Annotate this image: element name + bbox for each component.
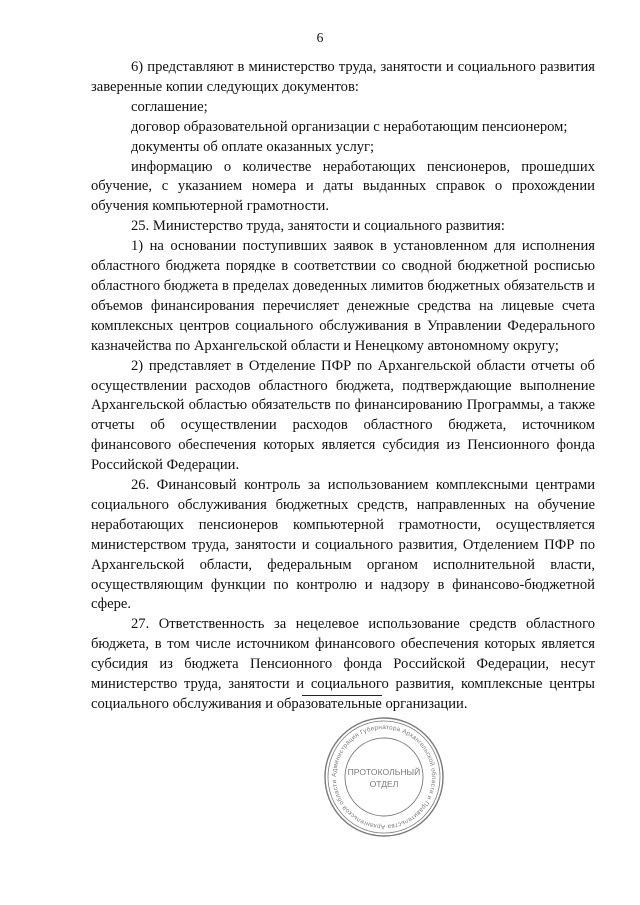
- list-item-agreement: соглашение;: [131, 98, 208, 115]
- seal-icon: [322, 715, 446, 839]
- list-item-payment-docs: документы об оплате оказанных услуг;: [131, 138, 375, 155]
- document-body: [91, 58, 595, 715]
- paragraph-26: 26. Финансовый контроль за использованием комплексными центрами социального обслуживания бюджетных средств, направленных на обучение неработающих пенсионеров компьютерной грамотности, осуществляется министерством труда, занятости и социального развития, Отделением ПФР по Архангельской области, федеральным органом исполнительной власти, осуществляющим функции по контролю и надзору в финансово-бюджетной сфере.: [91, 477, 595, 613]
- svg-text:ПРОТОКОЛЬНЫЙ: ПРОТОКОЛЬНЫЙ: [347, 767, 421, 777]
- end-of-document-rule: [302, 695, 382, 696]
- paragraph-25-item-1: 1) на основании поступивших заявок в установленном для исполнения областного бюджета порядке в соответствии со сводной бюджетной росписью областного бюджета в пределах доведенных лимитов бюджетных обязательств и объемов финансирования перечисляет денежные средства на лицевые счета комплексных центров социального обслуживания в Управлении Федерального казначейства по Архангельской области и Ненецкому автономному округу;: [91, 238, 595, 354]
- svg-text:Администрация Губернатора Арха: Администрация Губернатора Архангельской области и Правительства Архангельской области: [330, 723, 438, 831]
- list-item-pensioner-info: информацию о количестве неработающих пенсионеров, прошедших обучение, с указанием номера и даты выданных справок о прохождении обучения компьютерной грамотности.: [91, 158, 595, 215]
- paragraph-27: 27. Ответственность за нецелевое использование средств областного бюджета, в том числе источником финансового обеспечения которых является субсидия из бюджета Пенсионного фонда Российской Федерации, несут министерство труда, занятости и социального развития, комплексные центры социального обслуживания и образовательные организации.: [91, 616, 595, 712]
- list-item-contract: договор образовательной организации с неработающим пенсионером;: [131, 118, 568, 135]
- svg-text:ОТДЕЛ: ОТДЕЛ: [369, 779, 399, 789]
- page-number: 6: [316, 30, 324, 45]
- official-seal-stamp: [322, 715, 446, 839]
- paragraph-25: 25. Министерство труда, занятости и социального развития:: [131, 218, 505, 235]
- paragraph-item-6: 6) представляют в министерство труда, занятости и социального развития заверенные копии следующих документов:: [91, 59, 595, 95]
- paragraph-25-item-2: 2) представляет в Отделение ПФР по Архангельской области отчеты об осуществлении расходов областного бюджета, подтверждающие выполнение Архангельской областью обязательств по финансированию Программы, а также отчеты об осуществлении расходов областного бюджета, источником финансового обеспечения которых является субсидия из Пенсионного фонда Российской Федерации.: [91, 357, 595, 474]
